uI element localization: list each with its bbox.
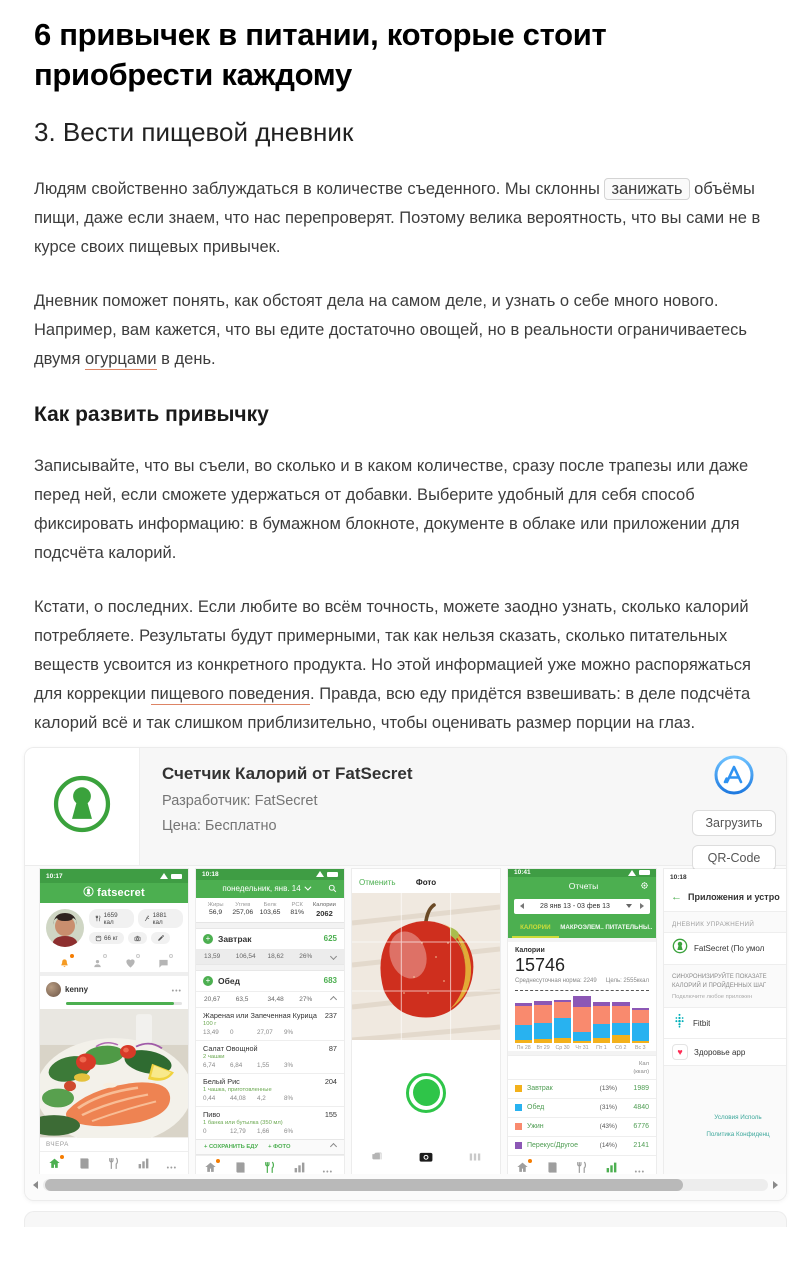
paragraph-2-text: Дневник поможет понять, как обстоят дела на самом деле, и узнать о себе много нового. Например, вам кажется, что вы едите достаточно овощей, но в реальности ограничиваетесь двумя [34,291,747,368]
lunch-macros[interactable]: 20,67 63,5 34,48 27% [196,991,344,1007]
status-bar [508,869,656,877]
chevron-up-icon[interactable] [330,996,337,1003]
tab-more-icon[interactable] [323,1161,336,1174]
scroll-right-icon[interactable] [773,1181,778,1189]
chart-bar [612,1002,629,1043]
daily-average: Среднесуточная норма: 2249 [515,977,597,984]
edit-pill[interactable] [151,932,170,944]
meal-calories: 683 [323,976,337,986]
terms-link[interactable]: Условия Исполь [714,1114,762,1122]
screenshot-camera [352,869,500,1174]
feed-post-header[interactable] [40,976,188,1000]
privacy-link[interactable]: Политика Конфиденц [706,1131,770,1139]
wifi-icon [160,873,168,879]
tab-macros[interactable]: МАКРОЭЛЕМ.. [560,923,604,931]
subheading: Как развить привычку [34,402,269,426]
lunch-row[interactable] [196,971,344,991]
status-bar [40,869,188,884]
tab-nutrients[interactable]: ПИТАТЕЛЬНЫ.. [605,923,653,931]
tab-home-icon[interactable] [516,1161,529,1174]
legend-swatch [515,1142,522,1149]
macro-summary: Жиры 56,9 Углев 257,06 Белк 103,65 РСК 81% Калории 2062 [196,898,344,923]
tab-bar [508,1155,656,1174]
gallery-icon[interactable] [370,1150,384,1169]
back-arrow-icon[interactable]: ← [671,890,682,903]
sync-description: СИНХРОНИЗИРУЙТЕ ПОКАЗАТЕ КАЛОРИЙ И ПРОЙДЕННЫХ ШАГ [672,973,767,990]
app-store-icon[interactable] [714,755,754,800]
legend-row[interactable]: Перекус/Другое (14%) 2141 [508,1136,656,1155]
paragraph-4-text-2: . Правда, всю еду придётся взвешивать: в деле подсчёта калорий всё и так слишком приблизительно, чтобы оценивать размер порции на глаз. [34,684,751,732]
food-item[interactable]: Салат Овощной 87 2 чашки 6,74 6,84 1,55 3% [196,1040,344,1073]
filmstrip-icon[interactable] [468,1150,482,1169]
food-item[interactable]: Пиво 155 1 банка или бутылка (350 мл) 0 12,79 1,66 6% [196,1106,344,1139]
reports-title: Отчеты [568,880,599,891]
followers-icon[interactable] [92,956,103,967]
chart-bar [632,1008,649,1043]
tab-food-icon[interactable] [263,1161,276,1174]
scale-icon [95,935,102,942]
chart-bar [573,996,590,1043]
fatsecret-mini-icon [672,938,688,959]
camera-bottom-bar [352,1146,500,1174]
date-selector[interactable]: понедельник, янв. 14 [203,884,328,893]
tab-bar [196,1155,344,1174]
app-card-header [25,748,786,866]
post-menu-icon[interactable] [172,980,182,998]
breakfast-card [196,928,344,965]
cancel-button[interactable]: Отменить [359,877,396,887]
settings-title: Приложения и устро [688,892,780,903]
meal-name: Обед [218,975,240,986]
qr-code-button[interactable]: QR-Code [692,845,776,871]
app-icon-cell [25,748,140,865]
add-food-icon[interactable] [203,934,213,944]
screenshots-strip[interactable] [25,866,786,1174]
meal-calories: 625 [323,934,337,944]
reports-tabs [508,920,656,938]
chart-bar [554,1000,571,1043]
legend-column-header: Кал (ккал) [508,1055,656,1079]
gear-icon[interactable] [640,877,649,895]
chevron-down-icon[interactable] [330,953,337,960]
calories-in-pill[interactable]: 1659 кал [89,909,134,928]
sync-subtext: Подключите любое приложен [672,994,753,1001]
weight-pill[interactable]: 66 кг [89,932,124,944]
calories-out-pill[interactable]: 1881 кал [138,909,183,928]
paragraph-2-text-2: в день. [156,349,216,368]
status-time: 10:18 [670,873,687,881]
tab-diary-icon[interactable] [78,1157,91,1170]
photo-action[interactable]: + ФОТО [268,1143,291,1150]
diary-actions [196,1139,344,1154]
legend-swatch [515,1123,522,1130]
fatsecret-logo-icon [50,772,114,841]
reports-header [508,877,656,895]
next-app-card-edge [24,1211,787,1227]
post-avatar [46,982,61,997]
post-progress [40,1000,188,1009]
app-price: Цена: Бесплатно [162,817,277,834]
paragraph-3: Записывайте, что вы съели, во сколько и в каком количестве, сразу после трапезы или даже перед ней, если сможете удержаться от добавки. Выберите удобный для себя способ фиксировать информацию: в бумажном блокноте, документе в облаке или приложении для подсчёта калорий. [34,456,749,562]
tab-food-icon[interactable] [575,1161,588,1174]
fitbit-row[interactable]: Fitbit [664,1007,786,1039]
app-developer: Разработчик: FatSecret [162,792,318,809]
food-photo[interactable] [40,1009,188,1137]
screenshot-settings [664,869,786,1174]
screenshot-home [40,869,188,1174]
calories-report-card [508,942,656,1051]
status-time: 10:41 [514,869,531,877]
paragraph-4-text: Кстати, о последних. Если любите во всём точность, можете заодно узнать, сколько калорий потребляете. Результаты будут примерными, так как нельзя сказать, сколько питательных веществ усвоится из конкретного продукта. Но этой информацией уже можно распоряжаться для коррекции [34,597,751,703]
tab-food-icon[interactable] [107,1157,120,1170]
screenshot-diary [196,869,344,1174]
battery-icon [639,870,650,875]
scroll-left-icon[interactable] [33,1181,38,1189]
paragraph-2 [34,287,777,374]
tab-diary-icon[interactable] [546,1161,559,1174]
tab-home-icon[interactable] [204,1161,217,1174]
camera-pill[interactable] [128,932,147,944]
food-item[interactable]: Жареная или Запеченная Курица 237 100 г 13,49 0 27,07 9% [196,1007,344,1040]
health-app-icon [672,1044,688,1060]
legend-swatch [515,1085,522,1092]
section-label: ДНЕВНИК УПРАЖНЕНИЙ [672,920,755,928]
legal-links [664,1104,786,1138]
tab-progress-icon[interactable] [293,1161,306,1174]
meal-name: Завтрак [218,933,252,944]
diary-header [196,880,344,898]
goal-line [515,990,649,1051]
settings-header [664,886,786,912]
article-body [0,15,811,738]
app-actions [682,748,786,865]
yesterday-label: ВЧЕРА [40,1138,188,1151]
section-heading: 3. Вести пищевой дневник [34,116,354,147]
date-range: 28 янв 13 - 03 фев 13 [540,902,610,910]
chart-day-labels: Пн 28 Вт 29 Ср 30 Чт 31 Пт 1 Сб 2 Вс 3 [516,1044,646,1051]
messages-icon[interactable] [158,956,169,967]
tab-more-icon[interactable] [167,1157,180,1170]
search-icon[interactable] [328,880,337,898]
reports-bar-chart [515,993,649,1043]
legend-row[interactable]: Ужин (43%) 6776 [508,1117,656,1136]
app-card [24,747,787,1201]
app-info [140,748,682,865]
fatsecret-badge-icon [83,884,94,902]
download-button[interactable]: Загрузить [692,810,776,836]
home-header [40,883,188,903]
health-app-row[interactable]: ♥ Здоровье app [664,1039,786,1066]
meal-legend [508,1079,656,1155]
runner-icon [144,915,151,922]
lunch-card [196,970,344,1155]
status-bar [664,869,786,886]
camera-body [352,1040,500,1146]
camera-title: Фото [415,877,437,887]
notifications-bell-icon[interactable] [59,956,70,967]
goal-label: Цель: 2555ккал [605,977,649,984]
add-food-icon[interactable] [203,976,213,986]
food-item[interactable]: Белый Рис 204 1 чашка, приготовленные 0,44 44,08 4,2 8% [196,1073,344,1106]
save-food-action[interactable]: + СОХРАНИТЬ ЕДУ [204,1143,259,1150]
breakfast-macros[interactable]: 13,59 106,54 18,62 26% [196,949,344,964]
scrollbar-track[interactable] [43,1179,768,1191]
page-title: 6 привычек в питании, которые стоит приобрести каждому [34,17,607,92]
tab-progress-icon[interactable] [605,1161,618,1174]
screenshots-scrollbar [25,1174,786,1200]
paragraph-1-text: Людям свойственно заблуждаться в количестве съеденного. Мы склонны [34,179,605,198]
wifi-icon [628,870,636,876]
cucumbers-link[interactable]: огурцами [84,349,157,368]
app-title: Счетчик Калорий от FatSecret [162,763,413,783]
camera-top-bar [352,869,500,893]
apple-photo [352,893,500,1040]
tab-progress-icon[interactable] [137,1157,150,1170]
next-week-icon[interactable] [640,903,644,909]
fitbit-icon [672,1013,687,1033]
date-range-zone [508,895,656,920]
scrollbar-thumb[interactable] [45,1179,683,1191]
pencil-icon [157,935,164,942]
legend-swatch [515,1104,522,1111]
camera-mode-icon[interactable] [419,1150,433,1169]
status-time: 10:17 [46,872,63,880]
wifi-icon [316,871,324,877]
post-username: kenny [65,984,89,994]
likes-heart-icon[interactable] [125,956,136,967]
breakfast-row[interactable] [196,929,344,949]
stat-pills [89,909,183,952]
legend-row[interactable]: Обед (31%) 4840 [508,1098,656,1117]
chart-bar [515,1003,532,1043]
tab-bar [40,1151,188,1174]
profile-summary [40,903,188,954]
caret-down-icon [626,904,632,908]
term-highlight[interactable]: занижать [604,178,689,200]
battery-icon [327,872,338,877]
home-quick-icons [40,954,188,972]
tab-more-icon[interactable] [635,1161,648,1174]
tab-calories[interactable]: КАЛОРИИ [512,920,559,938]
tab-home-icon[interactable] [48,1157,61,1170]
weekly-total: 15746 [515,954,566,975]
battery-icon [171,874,182,879]
status-bar [196,869,344,880]
chevron-up-icon[interactable] [330,1143,337,1150]
paragraph-1-text-2: объёмы пищи, даже если знаем, что нас перепроверят. Поэтому велика вероятность, что вы сами не в курсе своих пищевых привычек. [34,179,761,256]
chart-bar [534,1001,551,1043]
brand-name: fatsecret [97,887,145,900]
legend-row[interactable]: Завтрак (13%) 1989 [508,1079,656,1098]
chart-bar [593,1002,610,1043]
avatar[interactable] [46,909,84,952]
fork-icon [95,915,102,922]
camera-icon [134,935,141,942]
screenshot-reports [508,869,656,1174]
status-icons [160,873,182,879]
paragraph-1 [34,175,777,262]
paragraph-4 [34,593,777,738]
shutter-button[interactable] [406,1073,446,1113]
metric-label: Калории [515,946,545,954]
tab-diary-icon[interactable] [234,1161,247,1174]
date-range-picker[interactable] [514,899,650,914]
status-time: 10:18 [202,870,219,878]
fatsecret-row[interactable]: FatSecret (По умол [664,932,786,965]
eating-behavior-link[interactable]: пищевого поведения [150,684,311,703]
